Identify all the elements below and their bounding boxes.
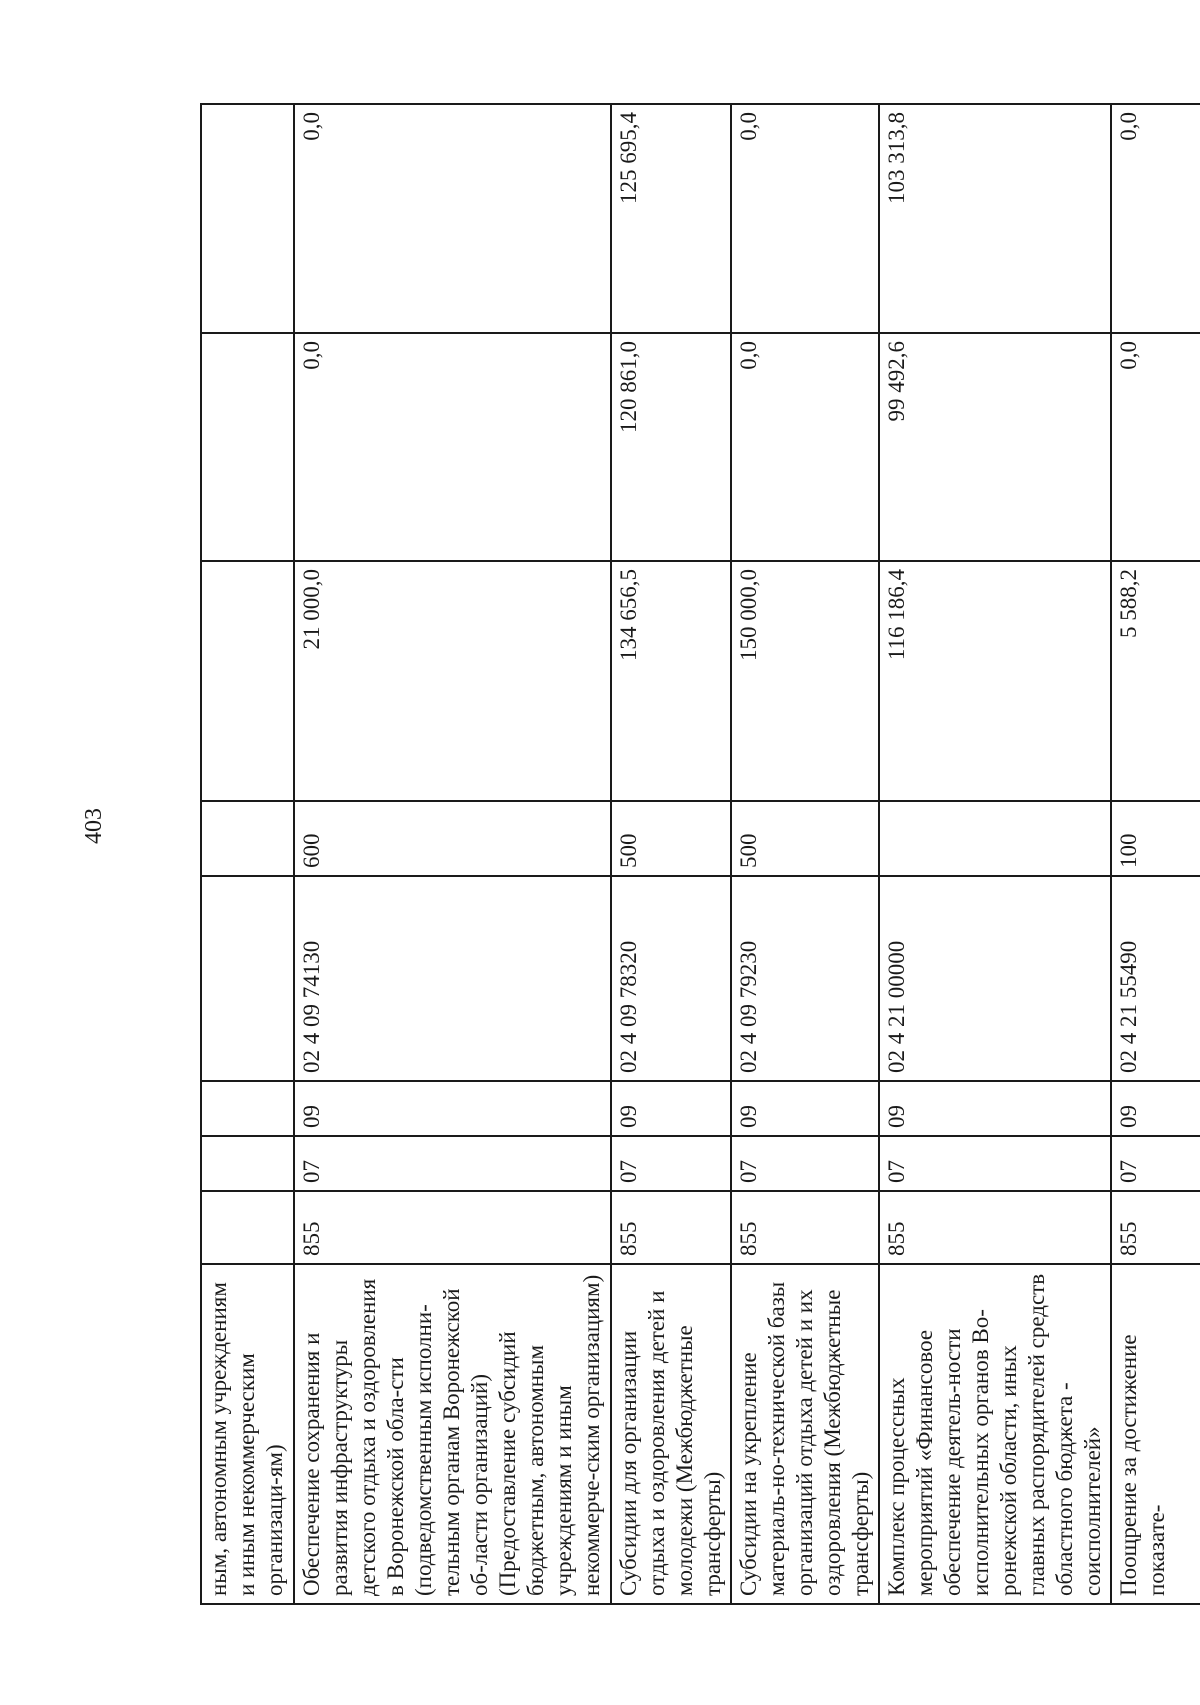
table-row xyxy=(201,104,294,1604)
cell-target-code: 02 4 21 55490 xyxy=(1111,876,1200,1081)
cell-expense-type: 600 xyxy=(294,801,611,876)
cell-amount-year2: 0,0 xyxy=(1111,333,1200,561)
cell-grbs: 855 xyxy=(294,1191,611,1264)
cell-amount-year1: 134 656,5 xyxy=(611,561,731,801)
cell-subsection: 09 xyxy=(1111,1081,1200,1136)
cell-amount-year1: 5 588,2 xyxy=(1111,561,1200,801)
cell-name: Комплекс процессных мероприятий «Финансовое обеспечение деятель-ности исполнительных органов Во-ронежской области, иных главных распорядителей средств областного бюджета - соисполнителей» xyxy=(879,1264,1111,1604)
cell-name: Субсидии на укрепление материаль-но-технической базы организаций отдыха детей и их оздоровления (Межбюджетные трансферты) xyxy=(731,1264,879,1604)
cell-amount-year3: 0,0 xyxy=(731,104,879,333)
cell-subsection: 09 xyxy=(611,1081,731,1136)
cell-name: ным, автономным учреждениям и иным некоммерческим организаци-ям) xyxy=(201,1264,294,1604)
cell-amount-year3: 125 695,4 xyxy=(611,104,731,333)
page-number: 403 xyxy=(81,808,107,844)
cell-target-code: 02 4 21 00000 xyxy=(879,876,1111,1081)
table-row xyxy=(731,104,879,1604)
cell-section: 07 xyxy=(1111,1136,1200,1191)
cell-amount-year2: 120 861,0 xyxy=(611,333,731,561)
cell-expense-type xyxy=(201,801,294,876)
cell-amount-year2: 99 492,6 xyxy=(879,333,1111,561)
budget-table xyxy=(200,103,1200,1605)
cell-grbs: 855 xyxy=(1111,1191,1200,1264)
cell-subsection: 09 xyxy=(731,1081,879,1136)
cell-section: 07 xyxy=(731,1136,879,1191)
cell-expense-type: 100 xyxy=(1111,801,1200,876)
table-row xyxy=(879,104,1111,1604)
cell-grbs: 855 xyxy=(879,1191,1111,1264)
cell-subsection: 09 xyxy=(879,1081,1111,1136)
cell-amount-year2: 0,0 xyxy=(731,333,879,561)
cell-target-code: 02 4 09 74130 xyxy=(294,876,611,1081)
cell-amount-year1: 116 186,4 xyxy=(879,561,1111,801)
cell-grbs: 855 xyxy=(611,1191,731,1264)
cell-amount-year2: 0,0 xyxy=(294,333,611,561)
table-row xyxy=(1111,104,1200,1604)
cell-expense-type: 500 xyxy=(611,801,731,876)
cell-target-code: 02 4 09 78320 xyxy=(611,876,731,1081)
cell-amount-year3: 0,0 xyxy=(294,104,611,333)
cell-target-code: 02 4 09 79230 xyxy=(731,876,879,1081)
cell-target-code xyxy=(201,876,294,1081)
cell-name: Субсидии для организации отдыха и оздоровления детей и молодежи (Межбюджетные трансферты) xyxy=(611,1264,731,1604)
table-row xyxy=(294,104,611,1604)
cell-amount-year1 xyxy=(201,561,294,801)
cell-amount-year2 xyxy=(201,333,294,561)
cell-name: Обеспечение сохранения и развития инфраструктуры детского отдыха и оздоровления в Воронежской обла-сти (подведомственным исполни-тельным органам Воронежской об-ласти организаций) (Предоставление субсидий бюджетным, автономным учреждениям и иным некоммерче-ским организациям) xyxy=(294,1264,611,1604)
cell-name: Поощрение за достижение показате- xyxy=(1111,1264,1200,1604)
cell-grbs xyxy=(201,1191,294,1264)
cell-amount-year1: 150 000,0 xyxy=(731,561,879,801)
cell-amount-year3 xyxy=(201,104,294,333)
rotated-page-content xyxy=(200,105,1170,1605)
cell-subsection: 09 xyxy=(294,1081,611,1136)
cell-expense-type: 500 xyxy=(731,801,879,876)
cell-section: 07 xyxy=(294,1136,611,1191)
cell-amount-year3: 103 313,8 xyxy=(879,104,1111,333)
cell-expense-type xyxy=(879,801,1111,876)
table-row xyxy=(611,104,731,1604)
cell-amount-year1: 21 000,0 xyxy=(294,561,611,801)
cell-section: 07 xyxy=(879,1136,1111,1191)
cell-grbs: 855 xyxy=(731,1191,879,1264)
cell-amount-year3: 0,0 xyxy=(1111,104,1200,333)
cell-section xyxy=(201,1136,294,1191)
cell-section: 07 xyxy=(611,1136,731,1191)
cell-subsection xyxy=(201,1081,294,1136)
